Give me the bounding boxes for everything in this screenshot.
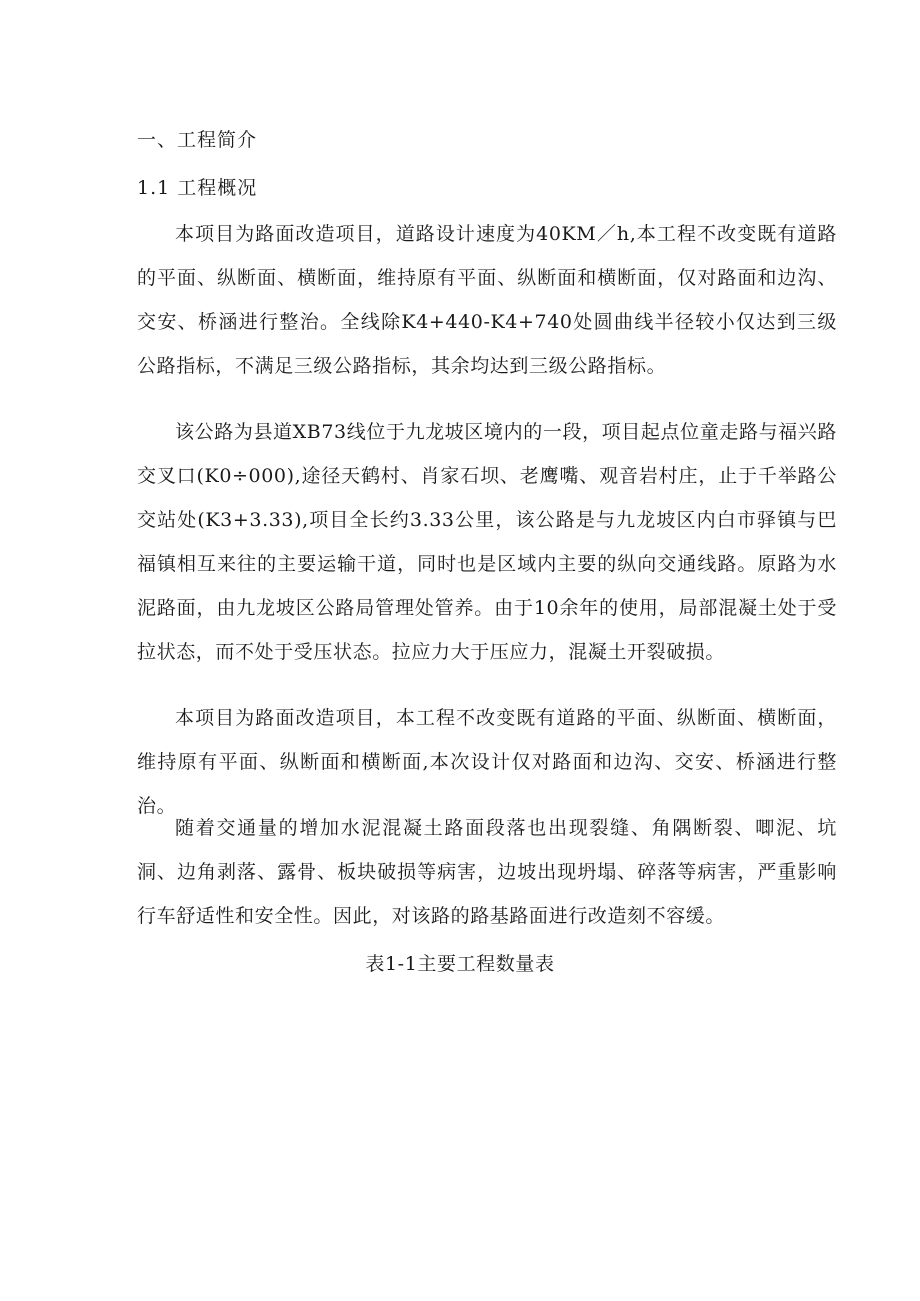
section-heading: 一、工程简介 [137, 129, 258, 151]
paragraph-damage: 随着交通量的增加水泥混凝土路面段落也出现裂缝、角隅断裂、唧泥、坑洞、边角剥落、露骨、板块破损等病害，边坡出现坍塌、碎落等病害，严重影响行车舒适性和安全性。因此，对该路的路基路面进行改造刻不容缓。 [137, 817, 837, 927]
paragraph-road-description: 该公路为县道XB73线位于九龙坡区境内的一段，项目起点位童走路与福兴路交叉口(K0÷000),途径天鹤村、肖家石坝、老鹰嘴、观音岩村庄，止于千举路公交站处(K3+3.33),项目全长约3.33公里，该公路是与九龙坡区内白市驿镇与巴福镇相互来往的主要运输干道，同时也是区域内主要的纵向交通线路。原路为水泥路面，由九龙坡区公路局管理处管养。由于10余年的使用，局部混凝土处于受拉状态，而不处于受压状态。拉应力大于压应力，混凝土开裂破损。 [137, 421, 837, 663]
paragraph-project-overview: 本项目为路面改造项目，道路设计速度为40KM／h,本工程不改变既有道路的平面、纵断面、横断面，维持原有平面、纵断面和横断面，仅对路面和边沟、交安、桥涵进行整治。全线除K4+440-K4+740处圆曲线半径较小仅达到三级公路指标，不满足三级公路指标，其余均达到三级公路指标。 [137, 223, 837, 377]
paragraph-scope: 本项目为路面改造项目，本工程不改变既有道路的平面、纵断面、横断面，维持原有平面、纵断面和横断面,本次设计仅对路面和边沟、交安、桥涵进行整治。 [137, 707, 837, 817]
table-caption: 表1-1主要工程数量表 [365, 953, 555, 975]
subsection-heading: 1.1 工程概况 [137, 177, 258, 199]
